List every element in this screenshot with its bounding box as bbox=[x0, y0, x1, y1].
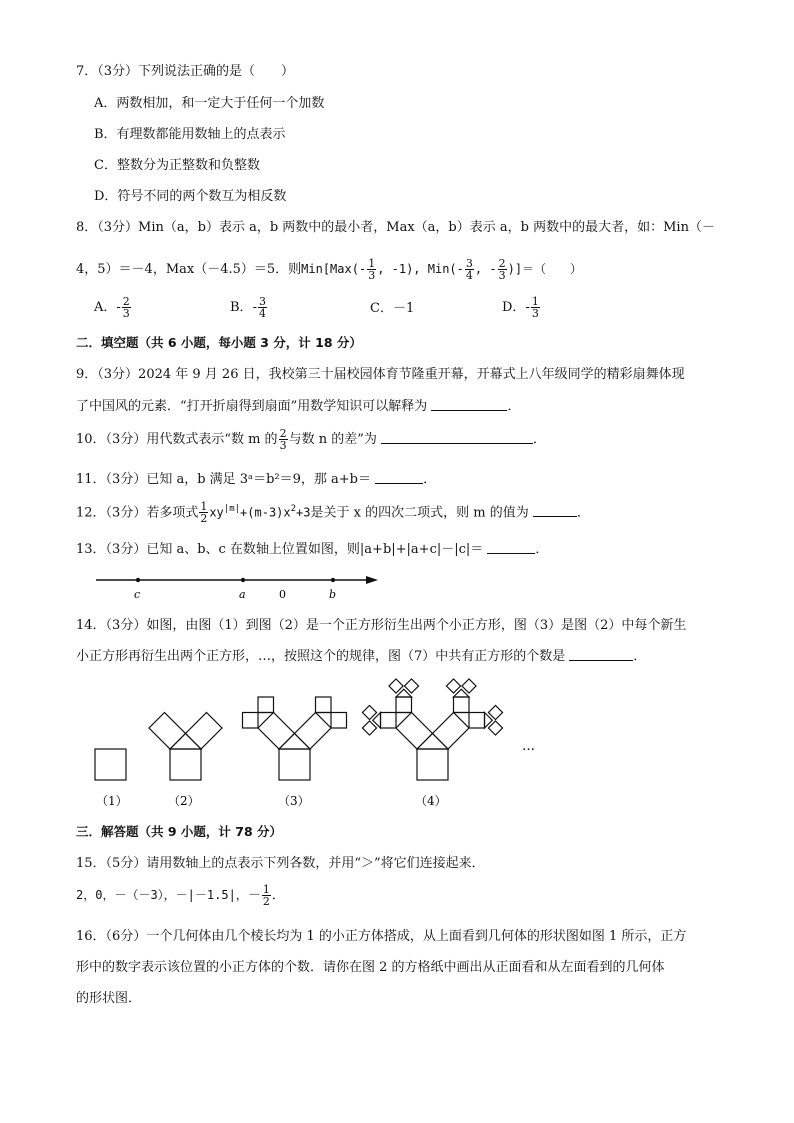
q14-end: ． bbox=[633, 649, 647, 664]
q12-answer-blank[interactable] bbox=[533, 504, 577, 517]
q14-fig4 bbox=[362, 679, 502, 780]
q12-line bbox=[76, 500, 590, 524]
q7-option-d: D．符号不同的两个数互为相反数 bbox=[94, 189, 287, 204]
q12-term1: xy bbox=[209, 505, 224, 520]
q8-line1: 8．（3分）Min（a，b）表示 a，b 两数中的最小者，Max（a，b）表示 a，b 两数中的最大者，如：Min（－ bbox=[76, 220, 715, 235]
q9-answer-blank[interactable] bbox=[431, 398, 507, 411]
q12-end: ． bbox=[576, 505, 590, 521]
q9-line2 bbox=[76, 398, 520, 416]
q10-frac: $\frac{2}{3}$ bbox=[279, 427, 287, 452]
q12-exp1: |m| bbox=[223, 504, 241, 514]
q13-point-c bbox=[136, 578, 140, 582]
q12-frac: $\frac{1}{2}$ bbox=[200, 500, 208, 526]
q14-fig2 bbox=[149, 713, 222, 781]
q15-line2 bbox=[76, 884, 285, 907]
q14-figures bbox=[80, 672, 560, 814]
q14-fig1-square bbox=[95, 749, 126, 780]
q8-expr-comma: , bbox=[474, 262, 490, 276]
q14-ellipsis: … bbox=[522, 739, 535, 754]
q12-term3: +3 bbox=[296, 505, 311, 520]
q7-option-b: B．有理数都能用数轴上的点表示 bbox=[94, 127, 286, 142]
q14-fig3 bbox=[243, 697, 347, 780]
q8-expr-mid: , -1), Min( bbox=[377, 262, 457, 276]
q13-label-c: c bbox=[134, 588, 141, 601]
q13-point-a bbox=[241, 578, 245, 582]
q13-text: 13．（3分）已知 a、b、c 在数轴上位置如图，则|a+b|+|a+c|－|c|＝ bbox=[76, 542, 484, 557]
q11-text: 11．（3分）已知 a，b 满足 3ᵃ＝b²＝9，那 a+b＝ bbox=[76, 472, 371, 487]
section-3-heading: 三．解答题（共 9 小题，计 78 分） bbox=[76, 824, 283, 839]
q8-frac1: $\frac{1}{3}$ bbox=[368, 257, 376, 282]
q14-fig-label-4: （4） bbox=[415, 794, 447, 808]
q8-option-b: B．- $\frac{3}{4}$ bbox=[230, 295, 266, 320]
section-2-heading: 二．填空题（共 6 小题，每小题 3 分，计 18 分） bbox=[76, 335, 362, 350]
q9-line2-text: 了中国风的元素．“打开折扇得到扇面”用数学知识可以解释为 bbox=[76, 399, 428, 414]
q12-text-b: 是关于 x 的四次二项式，则 m 的值为 bbox=[310, 505, 529, 521]
q13-line bbox=[76, 541, 548, 559]
q10-text-a: 10．（3分）用代数式表示“数 m 的 bbox=[76, 432, 278, 447]
q11-end: ． bbox=[423, 472, 437, 487]
q10-answer-blank[interactable] bbox=[381, 431, 533, 444]
q14-fig-label-3: （3） bbox=[278, 794, 310, 808]
q8-expr-minus-2: - bbox=[456, 262, 464, 276]
q14-line2-text: 小正方形再衍生出两个正方形，…，按照这个的规律，图（7）中共有正方形的个数是 bbox=[76, 649, 566, 664]
q8-line2 bbox=[76, 258, 582, 281]
q15-numbers: 2，0，－（－3），－|－1.5|， bbox=[76, 888, 248, 902]
q7-stem: 7．（3分）下列说法正确的是（ ） bbox=[76, 64, 295, 79]
q9-end: ． bbox=[507, 399, 521, 414]
q15-frac: $\frac{1}{2}$ bbox=[262, 883, 270, 908]
q12-text-a: 12．（3分）若多项式 bbox=[76, 505, 199, 521]
q15-frac-sign: － bbox=[247, 888, 261, 903]
q8-options bbox=[94, 296, 614, 326]
q13-number-line bbox=[90, 570, 390, 602]
q13-label-a: a bbox=[239, 588, 246, 601]
q8-expr-minus-3: - bbox=[489, 262, 497, 276]
q8-expr-min: Min[Max( bbox=[301, 262, 359, 276]
q12-term2: +(m-3)x bbox=[240, 505, 291, 520]
q14-line1: 14．（3分）如图，由图（1）到图（2）是一个正方形衍生出两个小正方形，图（3）是图（2）中每个新生 bbox=[76, 618, 687, 633]
q8-frac2: $\frac{3}{4}$ bbox=[465, 257, 473, 282]
q14-fig-label-2: （2） bbox=[168, 794, 200, 808]
q16-line3: 的形状图． bbox=[76, 991, 142, 1006]
q13-axis-arrow bbox=[366, 576, 378, 584]
q13-label-b: b bbox=[329, 588, 337, 601]
q14-answer-blank[interactable] bbox=[569, 648, 633, 661]
q16-line2: 形中的数字表示该位置的小正方体的个数．请你在图 2 的方格纸中画出从正面看和从左面看到的几何体 bbox=[76, 960, 665, 975]
q13-label-0: 0 bbox=[279, 588, 286, 601]
q10-end: ． bbox=[533, 432, 547, 447]
q14-line2 bbox=[76, 648, 646, 666]
q12-exp2: 2 bbox=[290, 504, 297, 514]
q8-option-a: A．- $\frac{2}{3}$ bbox=[94, 295, 130, 320]
q8-line2-text: 4，5）＝－4，Max（－4.5）＝5．则 bbox=[76, 262, 302, 277]
q11-answer-blank[interactable] bbox=[375, 471, 423, 484]
q13-answer-blank[interactable] bbox=[487, 541, 535, 554]
q13-end: ． bbox=[535, 542, 549, 557]
q7-option-a: A．两数相加，和一定大于任何一个加数 bbox=[94, 96, 325, 111]
q8-frac3: $\frac{2}{3}$ bbox=[498, 257, 506, 282]
q8-expr-minus: - bbox=[358, 262, 367, 276]
q15-end: ． bbox=[271, 888, 285, 903]
q8-expr-end: )]＝（ ） bbox=[507, 262, 583, 276]
q14-fig-label-1: （1） bbox=[96, 794, 128, 808]
q9-line1: 9．（3分）2024 年 9 月 26 日，我校第三十届校园体育节隆重开幕，开幕式上八年级同学的精彩扇舞体现 bbox=[76, 367, 685, 382]
q13-point-b bbox=[331, 578, 335, 582]
q8-option-d: D．- $\frac{1}{3}$ bbox=[502, 295, 539, 320]
q8-option-c: C．－1 bbox=[370, 301, 415, 316]
q11-line bbox=[76, 471, 436, 489]
q15-line1: 15．（5分）请用数轴上的点表示下列各数，并用“＞”将它们连接起来． bbox=[76, 856, 485, 871]
q16-line1: 16．（6分）一个几何体由几个棱长均为 1 的小正方体搭成，从上面看到几何体的形状图如图 1 所示，正方 bbox=[76, 929, 687, 944]
q7-option-c: C．整数分为正整数和负整数 bbox=[94, 158, 260, 173]
q10-text-b: 与数 n 的差”为 bbox=[288, 432, 377, 447]
q10-line bbox=[76, 428, 546, 451]
